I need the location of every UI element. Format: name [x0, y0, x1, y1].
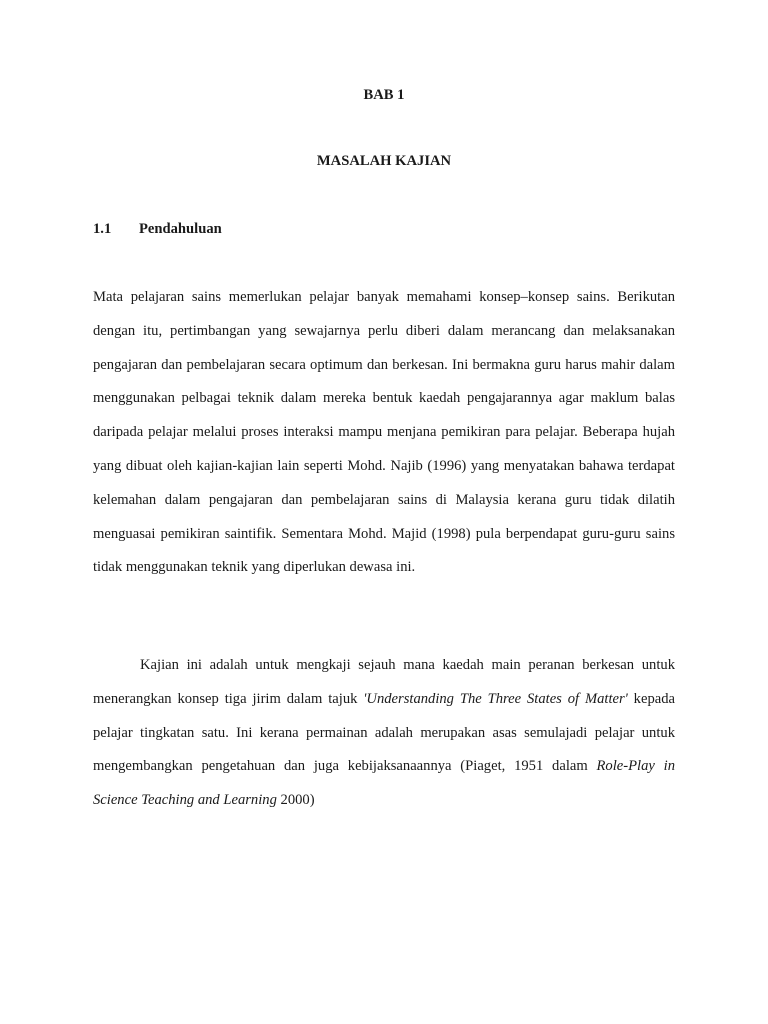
section-title: Pendahuluan [139, 221, 222, 237]
paragraph-2-topic-title: 'Understanding The Three States of Matter' [363, 690, 628, 707]
paragraph-2-text-3: 2000) [276, 792, 315, 809]
body-paragraph-2 [93, 649, 675, 818]
body-paragraph-1: Mata pelajaran sains memerlukan pelajar banyak memahami konsep–konsep sains. Berikutan dengan itu, pertimbangan yang sewajarnya perlu diberi dalam merancang dan melaksanakan pengajaran dan pembelajaran secara optimum dan berkesan. Ini bermakna guru harus mahir dalam menggunakan pelbagai teknik dalam mereka bentuk kaedah pengajarannya agar maklum balas daripada pelajar melalui proses interaksi mampu menjana pemikiran para pelajar. Beberapa hujah yang dibuat oleh kajian-kajian lain seperti Mohd. Najib (1996) yang menyatakan bahawa terdapat kelemahan dalam pengajaran dan pembelajaran sains di Malaysia kerana guru tidak dilatih menguasai pemikiran saintifik. Sementara Mohd. Majid (1998) pula berpendapat guru-guru sains tidak menggunakan teknik yang diperlukan dewasa ini. [93, 289, 675, 576]
chapter-number: BAB 1 [363, 87, 405, 103]
chapter-title: MASALAH KAJIAN [316, 153, 452, 169]
paragraph-2-text-2: kepada pelajar tingkatan satu. Ini kerana permainan adalah merupakan asas semulajadi pelajar untuk mengembangkan pengetahuan dan juga kebijaksanaannya (Piaget, 1951 dalam [93, 690, 676, 775]
paragraph-2-source-title: Role-Play in Science Teaching and Learning [93, 758, 675, 809]
section-number: 1.1 [93, 221, 112, 237]
paragraph-2-text-1: Kajian ini adalah untuk mengkaji sejauh mana kaedah main peranan berkesan untuk menerangkan konsep tiga jirim dalam tajuk [93, 657, 675, 707]
section-heading [93, 221, 222, 238]
